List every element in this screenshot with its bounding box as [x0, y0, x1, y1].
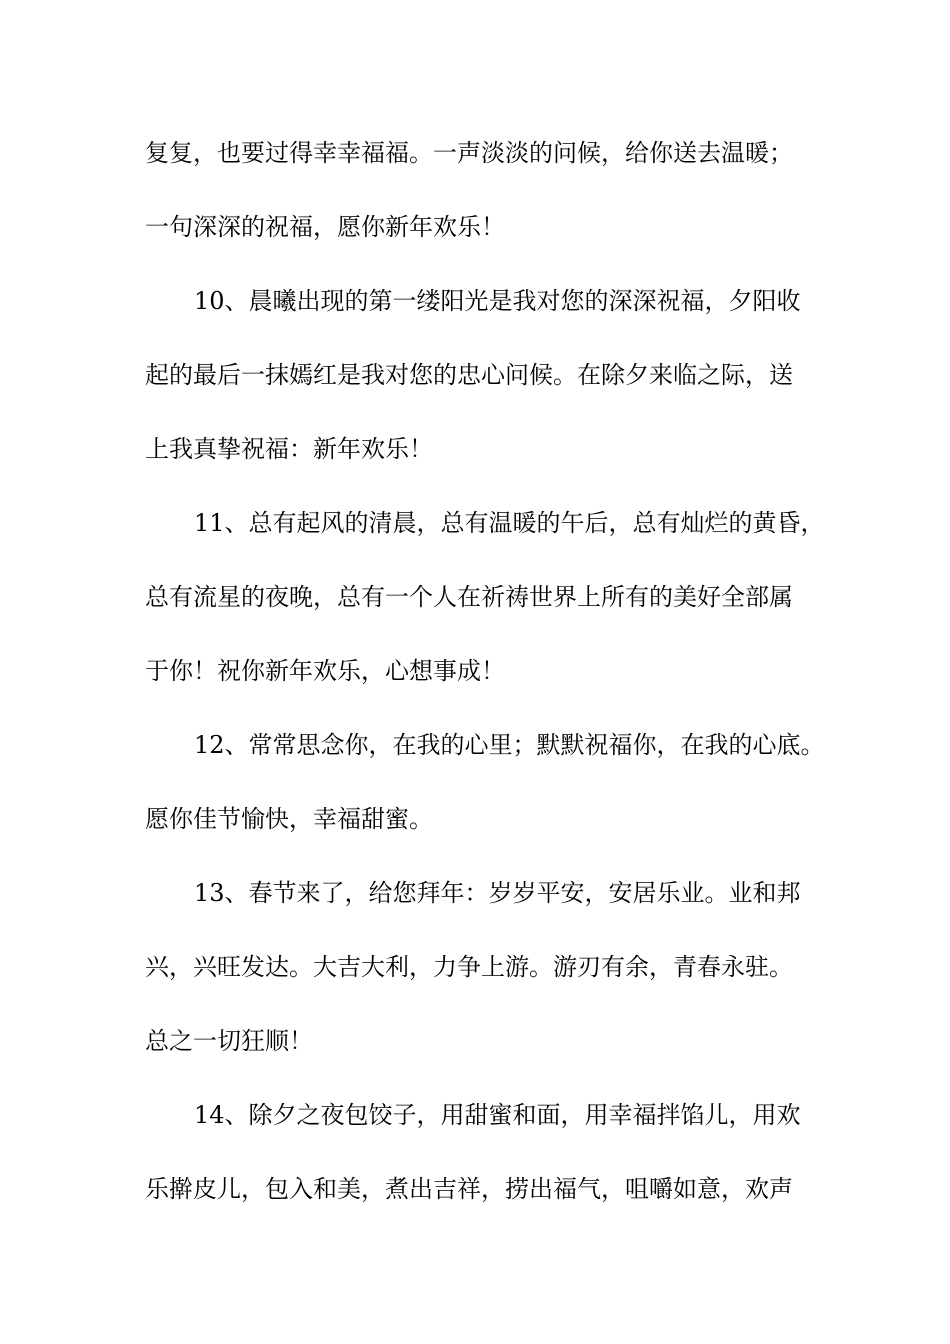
text-line: 起的最后一抹嫣红是我对您的忠心问候。在除夕来临之际，送 [145, 361, 793, 389]
text-line: 愿你佳节愉快，幸福甜蜜。 [145, 805, 433, 833]
paragraph-10-start: 10、晨曦出现的第一缕阳光是我对您的深深祝福，夕阳收 [194, 287, 801, 315]
text-line: 于你！祝你新年欢乐，心想事成！ [145, 657, 505, 685]
paragraph-12-start: 12、常常思念你，在我的心里；默默祝福你，在我的心底。 [194, 731, 825, 759]
paragraph-11-start: 11、总有起风的清晨，总有温暖的午后，总有灿烂的黄昏， [194, 509, 825, 537]
text-line: 复复，也要过得幸幸福福。一声淡淡的问候，给你送去温暖； [145, 139, 793, 167]
text-line: 一句深深的祝福，愿你新年欢乐！ [145, 213, 505, 241]
text-line: 上我真挚祝福：新年欢乐！ [145, 435, 433, 463]
text-line: 总有流星的夜晚，总有一个人在祈祷世界上所有的美好全部属 [145, 583, 793, 611]
text-line: 兴，兴旺发达。大吉大利，力争上游。游刃有余，青春永驻。 [145, 953, 793, 981]
paragraph-13-start: 13、春节来了，给您拜年：岁岁平安，安居乐业。业和邦 [194, 879, 801, 907]
paragraph-14-start: 14、除夕之夜包饺子，用甜蜜和面，用幸福拌馅儿，用欢 [194, 1101, 801, 1129]
text-line: 总之一切狂顺！ [145, 1027, 313, 1055]
text-line: 乐擀皮儿，包入和美，煮出吉祥，捞出福气，咀嚼如意，欢声 [145, 1175, 793, 1203]
